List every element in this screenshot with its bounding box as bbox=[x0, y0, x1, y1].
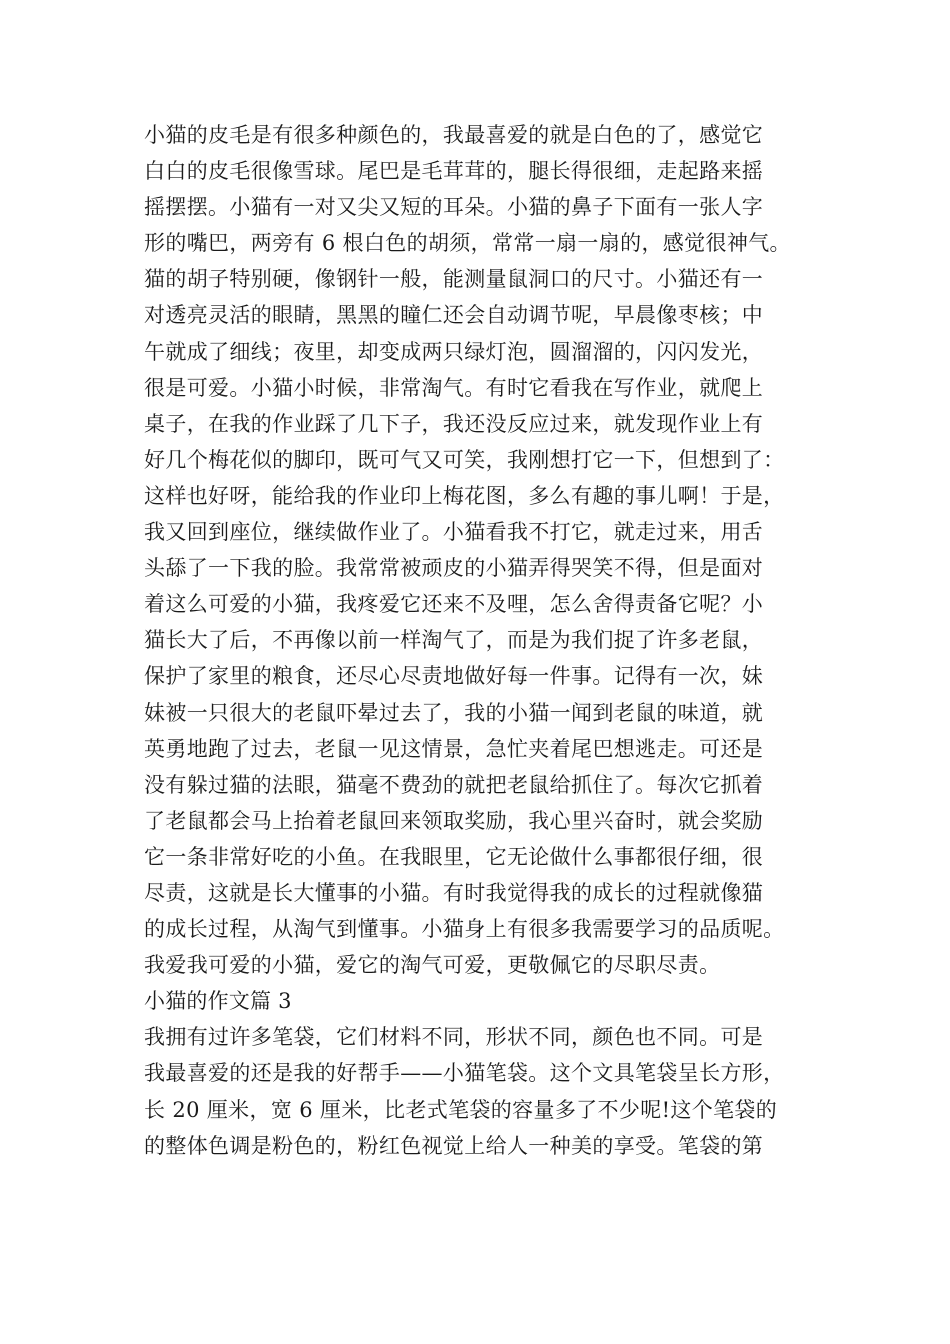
text-line: 妹被一只很大的老鼠吓晕过去了，我的小猫一闻到老鼠的味道，就 bbox=[144, 700, 764, 725]
text-line: 我拥有过许多笔袋，它们材料不同，形状不同，颜色也不同。可是 bbox=[144, 1025, 764, 1050]
text-line: 好几个梅花似的脚印，既可气又可笑，我刚想打它一下，但想到了： bbox=[144, 447, 785, 472]
text-line: 长 20 厘米，宽 6 厘米，比老式笔袋的容量多了不少呢!这个笔袋的 bbox=[144, 1097, 778, 1122]
text-line: 形的嘴巴，两旁有 6 根白色的胡须，常常一扇一扇的，感觉很神气。 bbox=[144, 231, 791, 256]
text-line: 保护了家里的粮食，还尽心尽责地做好每一件事。记得有一次，妹 bbox=[144, 664, 764, 689]
text-line: 的成长过程，从淘气到懂事。小猫身上有很多我需要学习的品质呢。 bbox=[144, 917, 785, 942]
text-line: 着这么可爱的小猫，我疼爱它还来不及哩，怎么舍得责备它呢？小 bbox=[144, 592, 764, 617]
text-line: 我最喜爱的还是我的好帮手——小猫笔袋。这个文具笔袋呈长方形， bbox=[144, 1061, 785, 1086]
essay-paragraph bbox=[144, 117, 834, 983]
text-line: 我爱我可爱的小猫，爱它的淘气可爱，更敬佩它的尽职尽责。 bbox=[144, 953, 721, 978]
text-line: 小猫的皮毛是有很多种颜色的，我最喜爱的就是白色的了，感觉它 bbox=[144, 123, 764, 147]
text-line: 白白的皮毛很像雪球。尾巴是毛茸茸的，腿长得很细，走起路来摇 bbox=[144, 159, 764, 184]
text-line: 很是可爱。小猫小时候，非常淘气。有时它看我在写作业，就爬上 bbox=[144, 375, 764, 400]
text-line: 英勇地跑了过去，老鼠一见这情景，急忙夹着尾巴想逃走。可还是 bbox=[144, 736, 764, 761]
text-line: 摇摆摆。小猫有一对又尖又短的耳朵。小猫的鼻子下面有一张人字 bbox=[144, 195, 764, 220]
text-line: 它一条非常好吃的小鱼。在我眼里，它无论做什么事都很仔细，很 bbox=[144, 844, 764, 869]
text-line: 没有躲过猫的法眼，猫毫不费劲的就把老鼠给抓住了。每次它抓着 bbox=[144, 772, 764, 797]
section-heading: 小猫的作文篇 3 bbox=[144, 989, 292, 1014]
text-line: 这样也好呀，能给我的作业印上梅花图，多么有趣的事儿啊！于是， bbox=[144, 483, 785, 508]
text-line: 午就成了细线；夜里，却变成两只绿灯泡，圆溜溜的，闪闪发光， bbox=[144, 339, 764, 364]
essay-paragraph bbox=[144, 1019, 834, 1163]
text-line: 桌子，在我的作业踩了几下子，我还没反应过来，就发现作业上有 bbox=[144, 411, 764, 436]
text-line: 对透亮灵活的眼睛，黑黑的瞳仁还会自动调节呢，早晨像枣核；中 bbox=[144, 303, 764, 328]
text-line: 了老鼠都会马上抬着老鼠回来领取奖励，我心里兴奋时，就会奖励 bbox=[144, 808, 764, 833]
text-line: 尽责，这就是长大懂事的小猫。有时我觉得我的成长的过程就像猫 bbox=[144, 880, 764, 905]
text-line: 猫的胡子特别硬，像钢针一般，能测量鼠洞口的尺寸。小猫还有一 bbox=[144, 267, 764, 292]
text-line: 猫长大了后，不再像以前一样淘气了，而是为我们捉了许多老鼠， bbox=[144, 628, 764, 653]
document-body bbox=[144, 117, 834, 1164]
text-line: 的整体色调是粉色的，粉红色视觉上给人一种美的享受。笔袋的第 bbox=[144, 1133, 764, 1158]
text-line: 我又回到座位，继续做作业了。小猫看我不打它，就走过来，用舌 bbox=[144, 520, 764, 545]
text-line: 头舔了一下我的脸。我常常被顽皮的小猫弄得哭笑不得，但是面对 bbox=[144, 556, 764, 581]
